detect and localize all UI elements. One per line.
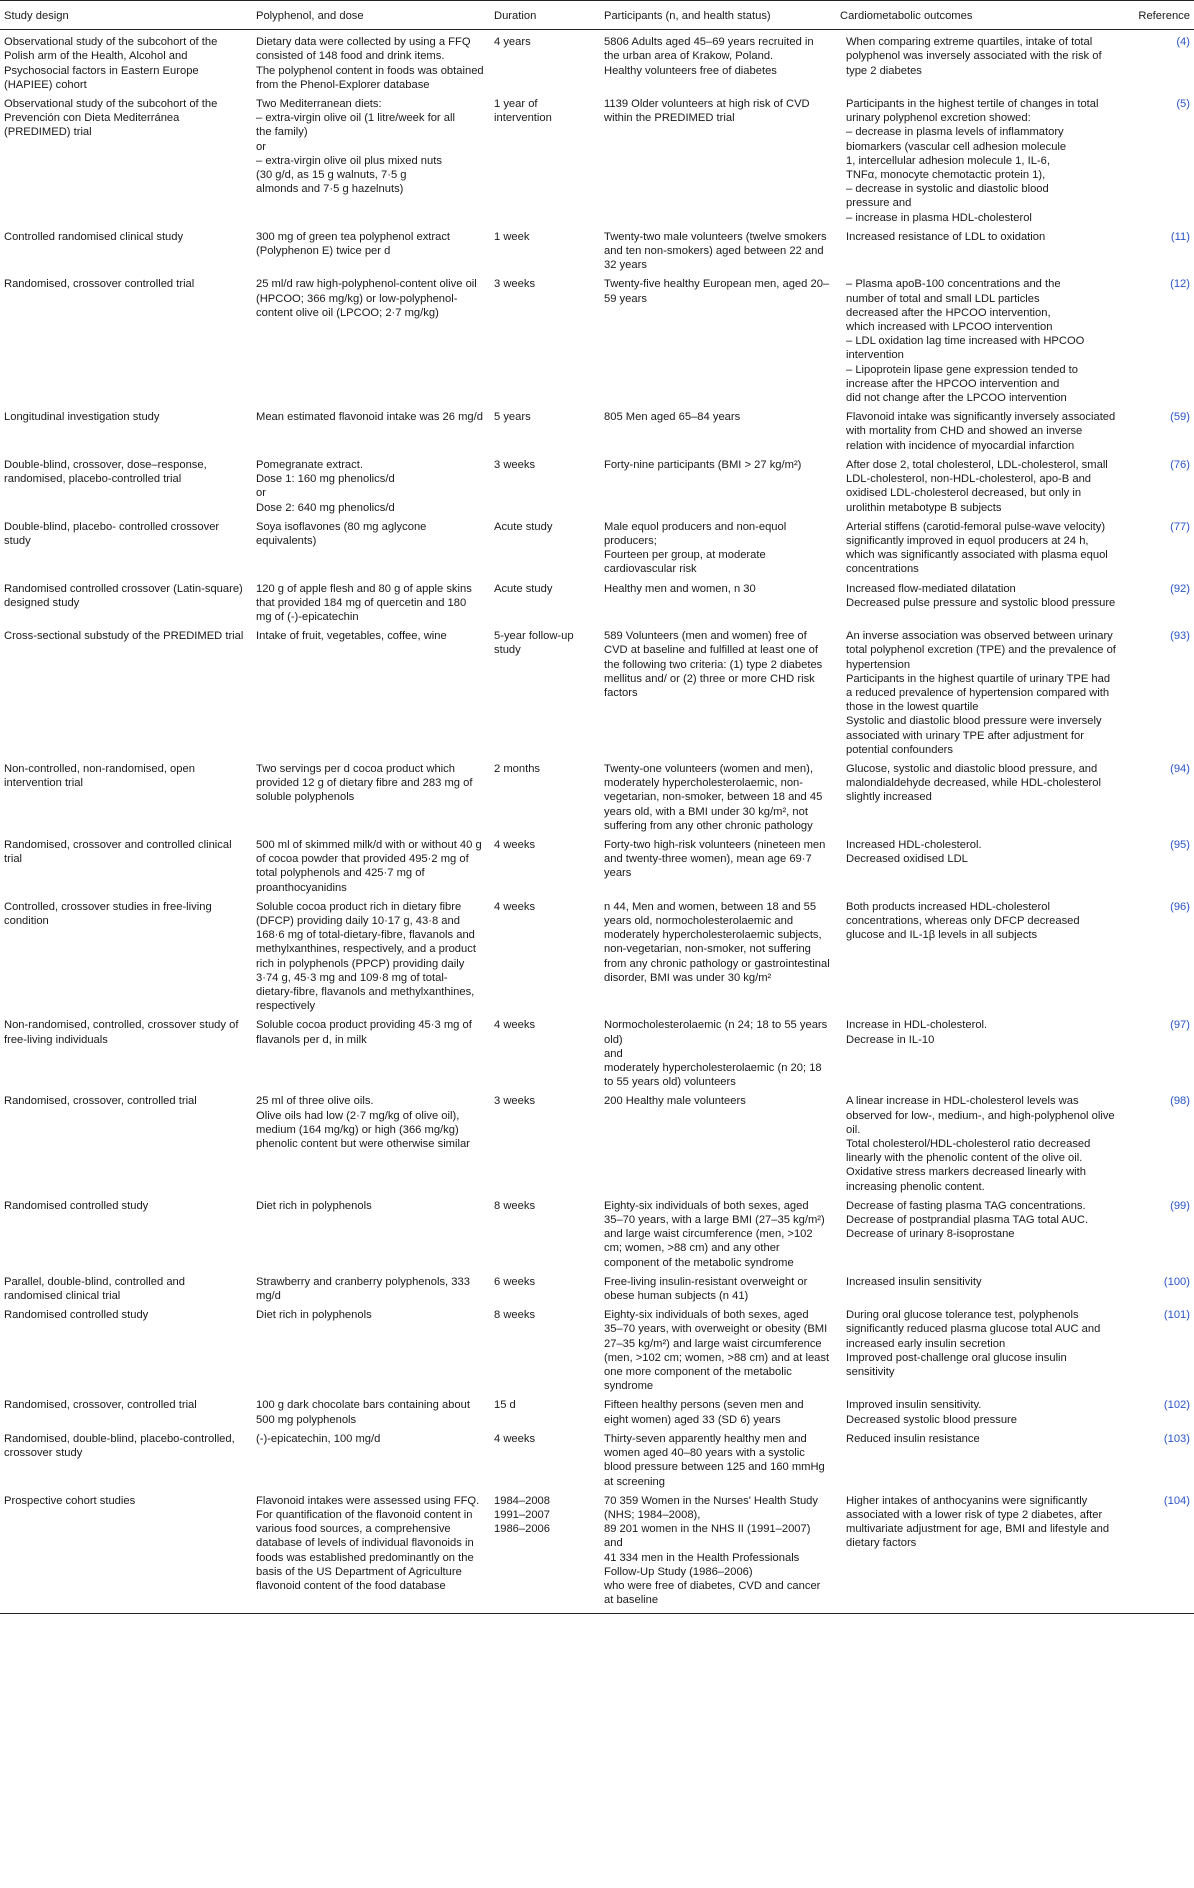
study-design-cell: Randomised controlled study — [4, 1199, 149, 1212]
polyphenol-dose-cell: 25 ml of three olive oils. Olive oils had low (2·7 mg/kg of olive oil), medium (164 mg/kg) or high (366 mg/kg) phenolic content but were otherwise similar — [256, 1095, 470, 1151]
participants-cell: Thirty-seven apparently healthy men and women aged 40–80 years with a systolic blood pressure between 125 and 160 mmHg at screening — [604, 1432, 825, 1488]
duration-cell: 6 weeks — [494, 1275, 536, 1288]
participants-cell: Eighty-six individuals of both sexes, aged 35–70 years, with overweight or obesity (BMI 27–35 kg/m²) and large waist circumference (men, >102 cm; women, >88 cm) and at least one more component of the metabolic syndrome — [604, 1309, 830, 1393]
reference-link[interactable]: (102) — [1163, 1399, 1190, 1412]
participants-cell: Fifteen healthy persons (seven men and eight women) aged 33 (SD 6) years — [604, 1399, 804, 1426]
reference-link[interactable]: (5) — [1176, 98, 1190, 111]
duration-cell: 8 weeks — [494, 1309, 536, 1322]
duration-cell: 1 year of intervention — [494, 98, 552, 125]
reference-link[interactable]: (11) — [1170, 230, 1190, 243]
reference-link[interactable]: (98) — [1170, 1095, 1190, 1108]
reference-cell — [1124, 1089, 1194, 1193]
reference-cell — [1124, 1393, 1194, 1426]
reference-link[interactable]: (96) — [1170, 900, 1190, 913]
participants-cell: Forty-two high-risk volunteers (nineteen men and twenty-three women), mean age 69·7 years — [604, 838, 826, 880]
polyphenol-dose-cell: 500 ml of skimmed milk/d with or without 40 g of cocoa powder that provided 495·2 mg of total polyphenols and 425·7 mg of proanthocyanidins — [256, 838, 482, 894]
polyphenol-dose-cell: Soluble cocoa product providing 45·3 mg of flavanols per d, in milk — [256, 1019, 472, 1046]
table-row — [0, 225, 1194, 273]
duration-cell: 15 d — [494, 1399, 516, 1412]
header-outcomes: Cardiometabolic outcomes — [836, 1, 1124, 30]
table-row — [0, 272, 1194, 405]
study-design-cell: Randomised, crossover controlled trial — [4, 278, 195, 291]
duration-cell: 2 months — [494, 762, 541, 775]
header-reference: Reference — [1124, 1, 1194, 30]
header-duration: Duration — [490, 1, 600, 30]
table-row — [0, 92, 1194, 225]
table-row — [0, 1427, 1194, 1489]
outcomes-cell: Increase in HDL-cholesterol. Decrease in IL-10 — [846, 1019, 988, 1046]
participants-cell: Twenty-one volunteers (women and men), moderately hypercholesterolaemic, non-vegetarian, non-smoker, between 18 and 45 years old, with a BMI under 30 kg/m², not suffering from any other chronic pathology — [604, 762, 823, 832]
study-design-cell: Randomised, crossover and controlled clinical trial — [4, 838, 232, 866]
participants-cell: 589 Volunteers (men and women) free of CVD at baseline and fulfilled at least one of the following two criteria: (1) type 2 diabetes mellitus and/ or (2) three or more CHD risk factors — [604, 630, 823, 699]
outcomes-cell: During oral glucose tolerance test, polyphenols significantly reduced plasma glucose total AUC and increased early insulin secretion Improved post-challenge oral glucose insulin sensitivity — [846, 1309, 1101, 1379]
outcomes-cell: An inverse association was observed between urinary total polyphenol excretion (TPE) and the prevalence of hypertension Participants in the highest quartile of urinary TPE had a reduced prevalence of hypertension compared with those in the lowest quartile Systolic and diastolic blood pressure were inversely associated with urinary TPE after adjustment for potential confounders — [846, 630, 1116, 756]
outcomes-cell: Improved insulin sensitivity. Decreased systolic blood pressure — [846, 1399, 1018, 1426]
participants-cell: Healthy men and women, n 30 — [604, 582, 756, 595]
polyphenol-dose-cell: Diet rich in polyphenols — [256, 1199, 372, 1212]
table-row — [0, 757, 1194, 833]
table-row — [0, 1270, 1194, 1303]
reference-cell — [1124, 1194, 1194, 1270]
participants-cell: 200 Healthy male volunteers — [604, 1095, 746, 1108]
reference-link[interactable]: (100) — [1163, 1275, 1190, 1288]
participants-cell: 805 Men aged 65–84 years — [604, 411, 741, 424]
table-row — [0, 405, 1194, 453]
duration-cell: 8 weeks — [494, 1199, 536, 1212]
table-row — [0, 1089, 1194, 1193]
table-row — [0, 515, 1194, 577]
reference-cell — [1124, 833, 1194, 895]
header-polyphenol-dose: Polyphenol, and dose — [252, 1, 490, 30]
outcomes-cell: Participants in the highest tertile of changes in total urinary polyphenol excretion showed: – decrease in plasma levels of inflammatory biomarkers (vascular cell adhesion molecule 1, intercellular adhesion molecule 1, IL-6, TNFα, monocyte chemotactic protein 1), – decrease in systolic and diastolic blood pressure and – increase in plasma HDL-cholesterol — [846, 98, 1099, 224]
study-design-cell: Randomised, double-blind, placebo-controlled, crossover study — [4, 1432, 235, 1460]
reference-cell — [1124, 92, 1194, 225]
participants-cell: Forty-nine participants (BMI > 27 kg/m²) — [604, 458, 802, 471]
table-row — [0, 1194, 1194, 1270]
reference-link[interactable]: (4) — [1176, 36, 1190, 49]
reference-link[interactable]: (95) — [1170, 838, 1190, 851]
duration-cell: 3 weeks — [494, 458, 536, 471]
polyphenol-dose-cell: 120 g of apple flesh and 80 g of apple skins that provided 184 mg of quercetin and 180 mg of (-)-epicatechin — [256, 582, 472, 623]
reference-link[interactable]: (94) — [1170, 762, 1190, 775]
study-design-cell: Randomised, crossover, controlled trial — [4, 1399, 197, 1412]
reference-cell — [1124, 895, 1194, 1014]
polyphenol-dose-cell: 25 ml/d raw high-polyphenol-content olive oil (HPCOO; 366 mg/kg) or low-polyphenol-content olive oil (LPCOO; 2·7 mg/kg) — [256, 278, 477, 319]
reference-link[interactable]: (103) — [1163, 1432, 1190, 1445]
study-design-cell: Longitudinal investigation study — [4, 411, 160, 424]
study-design-cell: Parallel, double-blind, controlled and randomised clinical trial — [4, 1275, 185, 1303]
study-design-cell: Randomised, crossover, controlled trial — [4, 1095, 197, 1108]
participants-cell: Eighty-six individuals of both sexes, aged 35–70 years, with a large BMI (27–35 kg/m²) and large waist circumference (men, >102 cm; women, >88 cm) and any other component of the metabolic syndrome — [604, 1199, 825, 1269]
outcomes-cell: When comparing extreme quartiles, intake of total polyphenol was inversely associated with the risk of type 2 diabetes — [846, 36, 1102, 77]
study-design-cell: Controlled, crossover studies in free-living condition — [4, 900, 212, 927]
reference-cell — [1124, 1013, 1194, 1089]
polyphenol-dose-cell: Strawberry and cranberry polyphenols, 333 mg/d — [256, 1275, 470, 1303]
participants-cell: 1139 Older volunteers at high risk of CVD within the PREDIMED trial — [604, 98, 810, 125]
reference-cell — [1124, 757, 1194, 833]
reference-cell — [1124, 1303, 1194, 1393]
study-design-cell: Non-controlled, non-randomised, open intervention trial — [4, 762, 195, 790]
reference-cell — [1124, 225, 1194, 273]
reference-link[interactable]: (93) — [1170, 630, 1190, 643]
duration-cell: 4 weeks — [494, 900, 536, 913]
duration-cell: 1984–2008 1991–2007 1986–2006 — [490, 1489, 600, 1614]
study-design-cell: Observational study of the subcohort of the Polish arm of the Health, Alcohol and Psychosocial factors in Eastern Europe (HAPIEE) cohort — [4, 36, 218, 91]
outcomes-cell: Increased insulin sensitivity — [846, 1275, 982, 1288]
polyphenol-dose-cell: Intake of fruit, vegetables, coffee, wine — [256, 630, 447, 643]
outcomes-cell: Increased HDL-cholesterol. Decreased oxidised LDL — [846, 838, 982, 866]
duration-cell: 1 week — [494, 230, 530, 243]
table-row — [0, 1013, 1194, 1089]
header-participants: Participants (n, and health status) — [600, 1, 836, 30]
duration-cell: 5 years — [494, 411, 531, 424]
reference-link[interactable]: (77) — [1170, 520, 1190, 533]
table-row — [0, 1393, 1194, 1426]
participants-cell: Twenty-five healthy European men, aged 20–59 years — [604, 278, 830, 305]
duration-cell: 4 weeks — [494, 1432, 536, 1445]
duration-cell: 4 years — [494, 36, 531, 49]
outcomes-cell: Arterial stiffens (carotid-femoral pulse-wave velocity) significantly improved in equol producers at 24 h, which was significantly associated with plasma equol concentrations — [846, 520, 1108, 576]
polyphenol-dose-cell: Mean estimated flavonoid intake was 26 mg/d — [256, 411, 483, 424]
table-body — [0, 30, 1194, 1614]
reference-link[interactable]: (104) — [1163, 1494, 1190, 1507]
reference-cell — [1124, 272, 1194, 405]
study-design-cell: Controlled randomised clinical study — [4, 230, 184, 243]
study-design-cell: Cross-sectional substudy of the PREDIMED trial — [4, 630, 244, 643]
participants-cell: Twenty-two male volunteers (twelve smokers and ten non-smokers) aged between 22 and 32 years — [604, 230, 827, 272]
reference-link[interactable]: (101) — [1163, 1309, 1190, 1322]
reference-link[interactable]: (59) — [1170, 411, 1190, 424]
study-design-cell: Observational study of the subcohort of the Prevención con Dieta Mediterránea (PREDIMED) trial — [4, 98, 218, 139]
outcomes-cell: Higher intakes of anthocyanins were significantly associated with a lower risk of type 2 diabetes, after multivariate adjustment for age, BMI and lifestyle and dietary factors — [836, 1489, 1124, 1614]
table-row — [0, 453, 1194, 515]
study-design-cell: Double-blind, placebo- controlled crossover study — [4, 520, 220, 547]
duration-cell: 3 weeks — [494, 1095, 536, 1108]
table-row — [0, 1489, 1194, 1614]
participants-cell: 5806 Adults aged 45–69 years recruited in the urban area of Krakow, Poland. Healthy volunteers free of diabetes — [604, 36, 814, 77]
duration-cell: 5-year follow-up study — [494, 630, 574, 657]
reference-link[interactable]: (92) — [1170, 582, 1190, 595]
polyphenol-dose-cell: 300 mg of green tea polyphenol extract (Polyphenon E) twice per d — [256, 230, 451, 258]
participants-cell: Normocholesterolaemic (n 24; 18 to 55 years old) and moderately hypercholesterolaemic (n 20; 18 to 55 years old) volunteers — [604, 1019, 828, 1089]
reference-cell — [1124, 30, 1194, 92]
study-design-cell: Non-randomised, controlled, crossover study of free-living individuals — [4, 1019, 239, 1046]
reference-cell — [1124, 453, 1194, 515]
duration-cell: Acute study — [494, 582, 553, 595]
outcomes-cell: Increased resistance of LDL to oxidation — [846, 230, 1046, 243]
participants-cell: Male equol producers and non-equol producers; Fourteen per group, at moderate cardiovascular risk — [604, 520, 787, 576]
reference-cell — [1124, 624, 1194, 757]
duration-cell: 4 weeks — [494, 838, 536, 851]
table-row — [0, 833, 1194, 895]
reference-cell — [1124, 1270, 1194, 1303]
study-design-cell: Double-blind, crossover, dose–response, randomised, placebo-controlled trial — [4, 458, 207, 486]
reference-cell — [1124, 405, 1194, 453]
reference-cell — [1124, 577, 1194, 625]
duration-cell: Acute study — [494, 520, 553, 533]
polyphenol-dose-cell: 100 g dark chocolate bars containing about 500 mg polyphenols — [256, 1399, 470, 1426]
polyphenol-dose-cell: Pomegranate extract. Dose 1: 160 mg phenolics/d or Dose 2: 640 mg phenolics/d — [256, 458, 395, 514]
study-design-cell: Prospective cohort studies — [0, 1489, 252, 1614]
header-row — [0, 1, 1194, 30]
polyphenol-dose-cell: Soluble cocoa product rich in dietary fibre (DFCP) providing daily 10·17 g, 43·8 and 168·6 mg of total-dietary-fibre, flavanols and methylxanthines, respectively, and a product rich in polyphenols (PPCP) providing daily 3·74 g, 45·3 mg and 109·8 mg of total-dietary-fibre, flavanols and methylxanthines, respectively — [256, 900, 476, 1013]
table-row — [0, 577, 1194, 625]
reference-link[interactable]: (97) — [1170, 1019, 1190, 1032]
outcomes-cell: Glucose, systolic and diastolic blood pressure, and malondialdehyde decreased, while HDL-cholesterol slightly increased — [846, 762, 1101, 804]
outcomes-cell: Increased flow-mediated dilatation Decreased pulse pressure and systolic blood pressure — [846, 582, 1116, 609]
polyphenol-dose-cell: (-)-epicatechin, 100 mg/d — [256, 1432, 381, 1445]
outcomes-cell: Flavonoid intake was significantly inversely associated with mortality from CHD and showed an inverse relation with incidence of myocardial infarction — [846, 411, 1116, 452]
duration-cell: 3 weeks — [494, 278, 536, 291]
header-study-design: Study design — [0, 1, 252, 30]
polyphenol-dose-cell: Dietary data were collected by using a FFQ consisted of 148 food and drink items. The polyphenol content in foods was obtained from the Phenol-Explorer database — [256, 36, 484, 91]
reference-cell — [1124, 1427, 1194, 1489]
table-row — [0, 624, 1194, 757]
study-design-cell: Randomised controlled study — [4, 1309, 149, 1322]
table-row — [0, 30, 1194, 92]
polyphenol-dose-cell: Flavonoid intakes were assessed using FFQ. For quantification of the flavonoid content in various food sources, a comprehensive database of levels of individual flavonoids in foods was established predominantly on the basis of the US Department of Agriculture flavonoid content of the food database — [252, 1489, 490, 1614]
reference-cell — [1124, 515, 1194, 577]
participants-cell: n 44, Men and women, between 18 and 55 years old, normocholesterolaemic and moderately hypercholesterolaemic subjects, non-vegetarian, non-smoker, not suffering from any chronic pathology or gastrointestinal disorder, BMI was under 30 kg/m² — [604, 900, 830, 984]
reference-link[interactable]: (99) — [1170, 1199, 1190, 1212]
polyphenol-dose-cell: Diet rich in polyphenols — [256, 1309, 372, 1322]
reference-link[interactable]: (12) — [1170, 278, 1190, 291]
polyphenol-dose-cell: Soya isoflavones (80 mg aglycone equivalents) — [256, 520, 427, 547]
participants-cell: Free-living insulin-resistant overweight or obese human subjects (n 41) — [604, 1275, 808, 1303]
outcomes-cell: Decrease of fasting plasma TAG concentrations. Decrease of postprandial plasma TAG total AUC. Decrease of urinary 8-isoprostane — [846, 1199, 1089, 1241]
table-row — [0, 895, 1194, 1014]
participants-cell: 70 359 Women in the Nurses' Health Study (NHS; 1984–2008), 89 201 women in the NHS II (1991–2007) and 41 334 men in the Health Professionals Follow-Up Study (1986–2006) who were free of diabetes, CVD and cancer at baseline — [600, 1489, 836, 1614]
outcomes-cell: A linear increase in HDL-cholesterol levels was observed for low-, medium-, and high-polyphenol olive oil. Total cholesterol/HDL-cholesterol ratio decreased linearly with the phenolic content of the olive oil. Oxidative stress markers decreased linearly with increasing phenolic content. — [846, 1095, 1115, 1193]
duration-cell: 4 weeks — [494, 1019, 536, 1032]
outcomes-cell: Both products increased HDL-cholesterol concentrations, whereas only DFCP decreased glucose and IL-1β levels in all subjects — [846, 900, 1080, 942]
reference-cell — [1124, 1489, 1194, 1614]
outcomes-cell: – Plasma apoB-100 concentrations and the number of total and small LDL particles decreased after the HPCOO intervention, which increased with LPCOO intervention – LDL oxidation lag time increased with HPCOO intervention – Lipoprotein lipase gene expression tended to increase after the HPCOO intervention and did not change after the LPCOO intervention — [846, 278, 1085, 405]
polyphenol-dose-cell: Two servings per d cocoa product which provided 12 g of dietary fibre and 283 mg of soluble polyphenols — [256, 762, 473, 804]
table-row — [0, 1303, 1194, 1393]
study-design-cell: Randomised controlled crossover (Latin-square) designed study — [4, 582, 243, 609]
polyphenol-dose-cell: Two Mediterranean diets: – extra-virgin olive oil (1 litre/week for all the family) or – extra-virgin olive oil plus mixed nuts (30 g/d, as 15 g walnuts, 7·5 g almonds and 7·5 g hazelnuts) — [256, 98, 455, 196]
reference-link[interactable]: (76) — [1170, 458, 1190, 471]
outcomes-cell: After dose 2, total cholesterol, LDL-cholesterol, small LDL-cholesterol, non-HDL-cholesterol, apo-B and oxidised LDL-cholesterol decreased, but only in urolithin metabotype B subjects — [846, 458, 1108, 514]
table-header — [0, 1, 1194, 30]
outcomes-cell: Reduced insulin resistance — [846, 1432, 980, 1445]
